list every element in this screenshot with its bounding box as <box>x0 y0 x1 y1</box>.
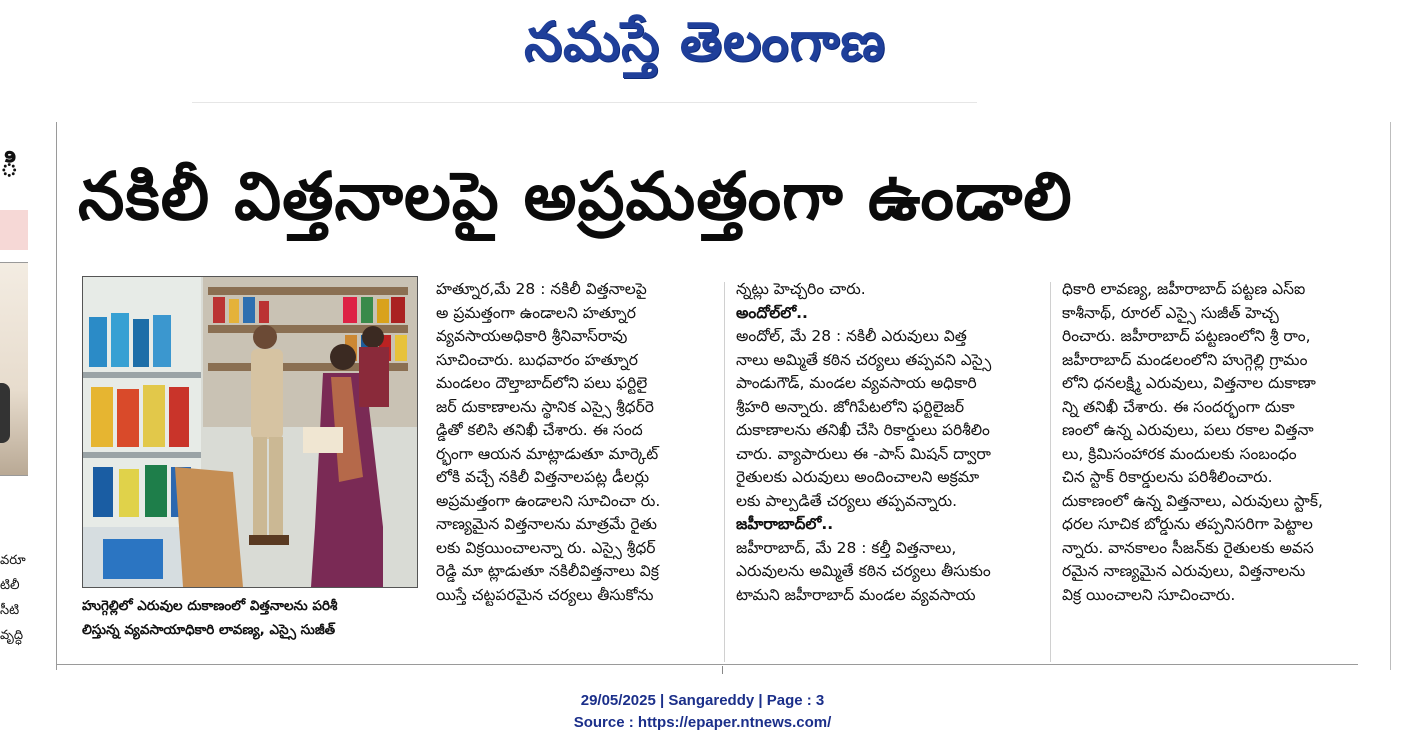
text-line: శ్రీహరి అన్నారు. జోగిపేటలోని ఫర్టిలైజర్ <box>736 397 965 416</box>
text-line: టామని జహీరాబాద్ మండల వ్యవసాయ <box>736 585 976 604</box>
text-line: లకు విక్రయించాలన్నా రు. ఎస్సై శ్రీధర్ <box>436 538 656 557</box>
text-line: అందోల్, మే 28 : నకిలీ ఎరువులు విత్త <box>736 327 967 345</box>
text-line: యిస్తే చట్టపరమైన చర్యలు తీసుకోను <box>436 585 654 604</box>
text-line: నాణ్యమైన విత్తనాలను మాత్రమే రైతు <box>436 515 657 533</box>
text-line: రమైన నాణ్యమైన ఎరువులు, విత్తనాలను <box>1062 562 1306 580</box>
text-line: ర్భంగా ఆయన మాట్లాడుతూ మార్కెట్ <box>436 444 659 463</box>
newspaper-masthead: నమస్తే తెలంగాణ <box>524 10 886 73</box>
column-rule-1 <box>724 282 725 662</box>
article-column-1 <box>436 278 712 607</box>
photo-caption <box>82 594 422 642</box>
text-line: నాలు అమ్మితే కఠిన చర్యలు తప్పవని ఎస్సై <box>736 350 992 369</box>
adjacent-article-highlight <box>0 210 28 250</box>
text-line: లు, క్రిమిసంహారక మందులకు సంబంధం <box>1062 444 1297 463</box>
text-line: రైతులకు ఎరువులు అందించాలని అక్రమా <box>736 468 980 486</box>
right-column-rule <box>1390 122 1391 670</box>
text-line: దుకాణాలను తనిఖీ చేసి రికార్డులు పరిశీలిం <box>736 421 990 439</box>
text-line: ధికారి లావణ్య, జహీరాబాద్ పట్టణ ఎస్ఐ <box>1062 280 1306 298</box>
text-line: న్నట్లు హెచ్చరిం చారు. <box>736 280 866 298</box>
article-headline: నకిలీ విత్తనాలపై అప్రమత్తంగా ఉండాలి <box>78 158 1073 235</box>
text-line: అ ప్రమత్తంగా ఉండాలని హత్నూర <box>436 303 636 322</box>
masthead-divider <box>192 102 977 103</box>
text-line: జర్ దుకాణాలను స్థానిక ఎస్సై శ్రీధర్‌రె <box>436 397 654 416</box>
adjacent-text-line: టిలీ <box>0 578 20 593</box>
text-line: జహీరాబాద్, మే 28 : కల్తీ విత్తనాలు, <box>736 538 957 557</box>
left-column-rule <box>56 122 57 670</box>
text-line: చారు. వ్యాపారులు ఈ -పాస్ మిషన్ ద్వారా <box>736 444 991 463</box>
text-line: లకు పాల్పడితే చర్యలు తప్పవన్నారు. <box>736 491 958 510</box>
text-line: మండలం దౌల్తాబాద్‌లోని పలు ఫర్టిలై <box>436 374 648 392</box>
article-photo <box>82 276 418 588</box>
text-line: దుకాణంలో ఉన్న విత్తనాలు, ఎరువులు స్టాక్, <box>1062 491 1323 510</box>
text-line: ఎరువులను అమ్మితే కఠిన చర్యలు తీసుకుం <box>736 562 991 580</box>
article-column-3 <box>1062 278 1362 607</box>
text-line: లోని ధనలక్ష్మి ఎరువులు, విత్తనాల దుకాణా <box>1062 374 1316 392</box>
text-line: న్ని తనిఖీ చేశారు. ఈ సందర్భంగా దుకా <box>1062 397 1295 416</box>
text-line: పాండుగౌడ్, మండల వ్యవసాయ అధికారి <box>736 374 977 392</box>
bottom-tick <box>722 666 723 674</box>
subheading-zaheerabad: జహీరాబాద్‌లో.. <box>736 515 834 533</box>
adjacent-text-line: వరూ <box>0 553 26 568</box>
text-line: వ్యవసాయఅధికారి శ్రీనివాస్‌రావు <box>436 327 628 345</box>
adjacent-text-line: వృద్ధి <box>0 628 24 643</box>
text-line: విక్ర యించాలని సూచించారు. <box>1062 585 1236 604</box>
text-line: ణంలో ఉన్న ఎరువులు, పలు రకాల విత్తనా <box>1062 421 1314 439</box>
text-line: లోకి వచ్చే నకిలీ విత్తనాలపట్ల డీలర్లు <box>436 468 650 486</box>
text-line: సూచించారు. బుధవారం హత్నూర <box>436 350 638 369</box>
adjacent-text-line: సీటి <box>0 603 20 618</box>
text-line: కాశీనాథ్, రూరల్ ఎస్సై సుజీత్ హెచ్చ <box>1062 303 1279 322</box>
page-footer-source-link[interactable]: Source : https://epaper.ntnews.com/ <box>573 714 832 731</box>
text-line: డ్డితో కలిసి తనిఖీ చేశారు. ఈ సంద <box>436 421 643 439</box>
text-line: న్నారు. వానకాలం సీజన్‌కు రైతులకు అవస <box>1062 538 1314 557</box>
text-line: చిన స్టాక్ రికార్డులను పరిశీలించారు. <box>1062 468 1273 486</box>
subheading-andol: అందోల్‌లో.. <box>736 303 808 322</box>
adjacent-article-headline-fragment: ి <box>0 146 19 184</box>
text-line: హత్నూర,మే 28 : నకిలీ విత్తనాలపై <box>436 280 647 298</box>
text-line: రించారు. జహీరాబాద్ పట్టణంలోని శ్రీ రాం, <box>1062 327 1311 345</box>
caption-line: లిస్తున్న వ్యవసాయాధికారి లావణ్య, ఎస్సై సుజీత్ <box>82 622 336 638</box>
caption-line: హుగ్గెల్లిలో ఎరువుల దుకాణంలో విత్తనాలను పరిశీ <box>82 598 338 614</box>
text-line: ధరల సూచిక బోర్డును తప్పనిసరిగా పెట్టాల <box>1062 515 1313 533</box>
page-footer-date: 29/05/2025 | Sangareddy | Page : 3 <box>580 692 825 709</box>
text-line: జహీరాబాద్ మండలంలోని హుగ్గెల్లి గ్రామం <box>1062 350 1308 369</box>
adjacent-article-photo <box>0 262 28 476</box>
adjacent-article-text <box>0 548 36 648</box>
column-rule-2 <box>1050 282 1051 662</box>
text-line: రెడ్డి మా ట్లాడుతూ నకిలీవిత్తనాలు విక్ర <box>436 562 659 580</box>
text-line: అప్రమత్తంగా ఉండాలని సూచించా రు. <box>436 491 661 510</box>
bottom-rule <box>56 664 1358 665</box>
article-column-2 <box>736 278 1036 607</box>
